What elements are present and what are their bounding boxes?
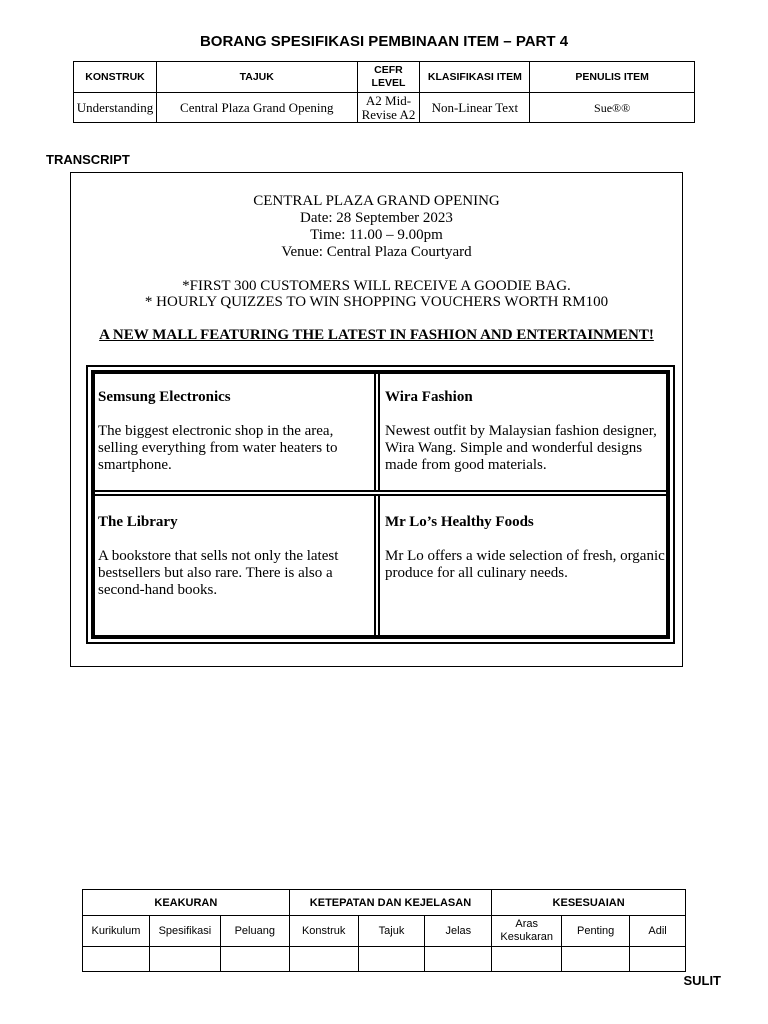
subheader-adil: Adil (630, 916, 686, 947)
blank-cell (492, 947, 562, 972)
cell-klasifikasi: Non-Linear Text (420, 93, 530, 123)
subheader-tajuk: Tajuk (358, 916, 425, 947)
blank-cell (83, 947, 150, 972)
cell-cefr-level (357, 93, 420, 123)
header-tajuk: TAJUK (156, 62, 357, 93)
subheader-jelas: Jelas (425, 916, 492, 947)
shop-card-the-library (98, 514, 370, 599)
evaluation-table (82, 889, 686, 972)
footer-sulit: SULIT (683, 973, 721, 988)
blank-cell (358, 947, 425, 972)
shop-name: Wira Fashion (385, 389, 473, 405)
poster-date: Date: 28 September 2023 (300, 210, 453, 226)
subheader-peluang: Peluang (220, 916, 289, 947)
subheader-spesifikasi: Spesifikasi (149, 916, 220, 947)
poster-promo-quizzes: * HOURLY QUIZZES TO WIN SHOPPING VOUCHERS WORTH RM100 (144, 294, 609, 310)
header-konstruk: KONSTRUK (74, 62, 157, 93)
header-penulis-item: PENULIS ITEM (530, 62, 695, 93)
form-title: BORANG SPESIFIKASI PEMBINAAN ITEM – PART 4 (199, 33, 569, 50)
blank-cell (630, 947, 686, 972)
shop-description: The biggest electronic shop in the area, selling everything from water heaters to smartphone. (98, 423, 338, 473)
shop-description: Newest outfit by Malaysian fashion designer, Wira Wang. Simple and wonderful designs made from good materials. (385, 423, 657, 473)
blank-cell (220, 947, 289, 972)
shop-grid-horizontal-gap (95, 492, 666, 494)
cell-tajuk: Central Plaza Grand Opening (156, 93, 357, 123)
group-ketepatan-dan-kejelasan: KETEPATAN DAN KEJELASAN (289, 890, 492, 916)
transcript-label: TRANSCRIPT (46, 152, 130, 167)
group-keakuran: KEAKURAN (83, 890, 290, 916)
subheader-konstruk: Konstruk (289, 916, 358, 947)
header-klasifikasi-item: KLASIFIKASI ITEM (420, 62, 530, 93)
cefr-line-1: A2 Mid- (365, 92, 412, 108)
cell-konstruk: Understanding (74, 93, 157, 123)
header-cefr-level: CEFR LEVEL (357, 62, 420, 93)
shop-description: A bookstore that sells not only the latest bestsellers but also rare. There is also a second-hand books. (98, 548, 339, 598)
cefr-line-2: Revise A2 (361, 106, 416, 122)
shop-description: Mr Lo offers a wide selection of fresh, organic produce for all culinary needs. (385, 548, 665, 581)
subheader-aras-kesukaran: Aras Kesukaran (492, 916, 562, 947)
blank-cell (425, 947, 492, 972)
blank-cell (149, 947, 220, 972)
poster-venue: Venue: Central Plaza Courtyard (281, 244, 472, 260)
group-kesesuaian: KESESUAIAN (492, 890, 686, 916)
spec-table (73, 61, 695, 123)
shop-grid-vertical-gap (376, 374, 378, 635)
poster-time: Time: 11.00 – 9.00pm (310, 227, 443, 243)
poster-promo-goodie-bag: *FIRST 300 CUSTOMERS WILL RECEIVE A GOODIE BAG. (182, 278, 571, 294)
shop-name: The Library (98, 514, 178, 530)
shop-card-wira-fashion (385, 389, 665, 474)
subheader-penting: Penting (562, 916, 630, 947)
shop-name: Semsung Electronics (98, 389, 231, 405)
shop-card-semsung (98, 389, 370, 474)
blank-cell (289, 947, 358, 972)
poster-headline: A NEW MALL FEATURING THE LATEST IN FASHION AND ENTERTAINMENT! (99, 327, 654, 343)
shop-name: Mr Lo’s Healthy Foods (385, 514, 534, 530)
shop-card-mr-lo (385, 514, 665, 582)
blank-cell (562, 947, 630, 972)
cell-penulis: Sue®® (530, 93, 695, 123)
poster-title: CENTRAL PLAZA GRAND OPENING (253, 193, 500, 209)
subheader-kurikulum: Kurikulum (83, 916, 150, 947)
